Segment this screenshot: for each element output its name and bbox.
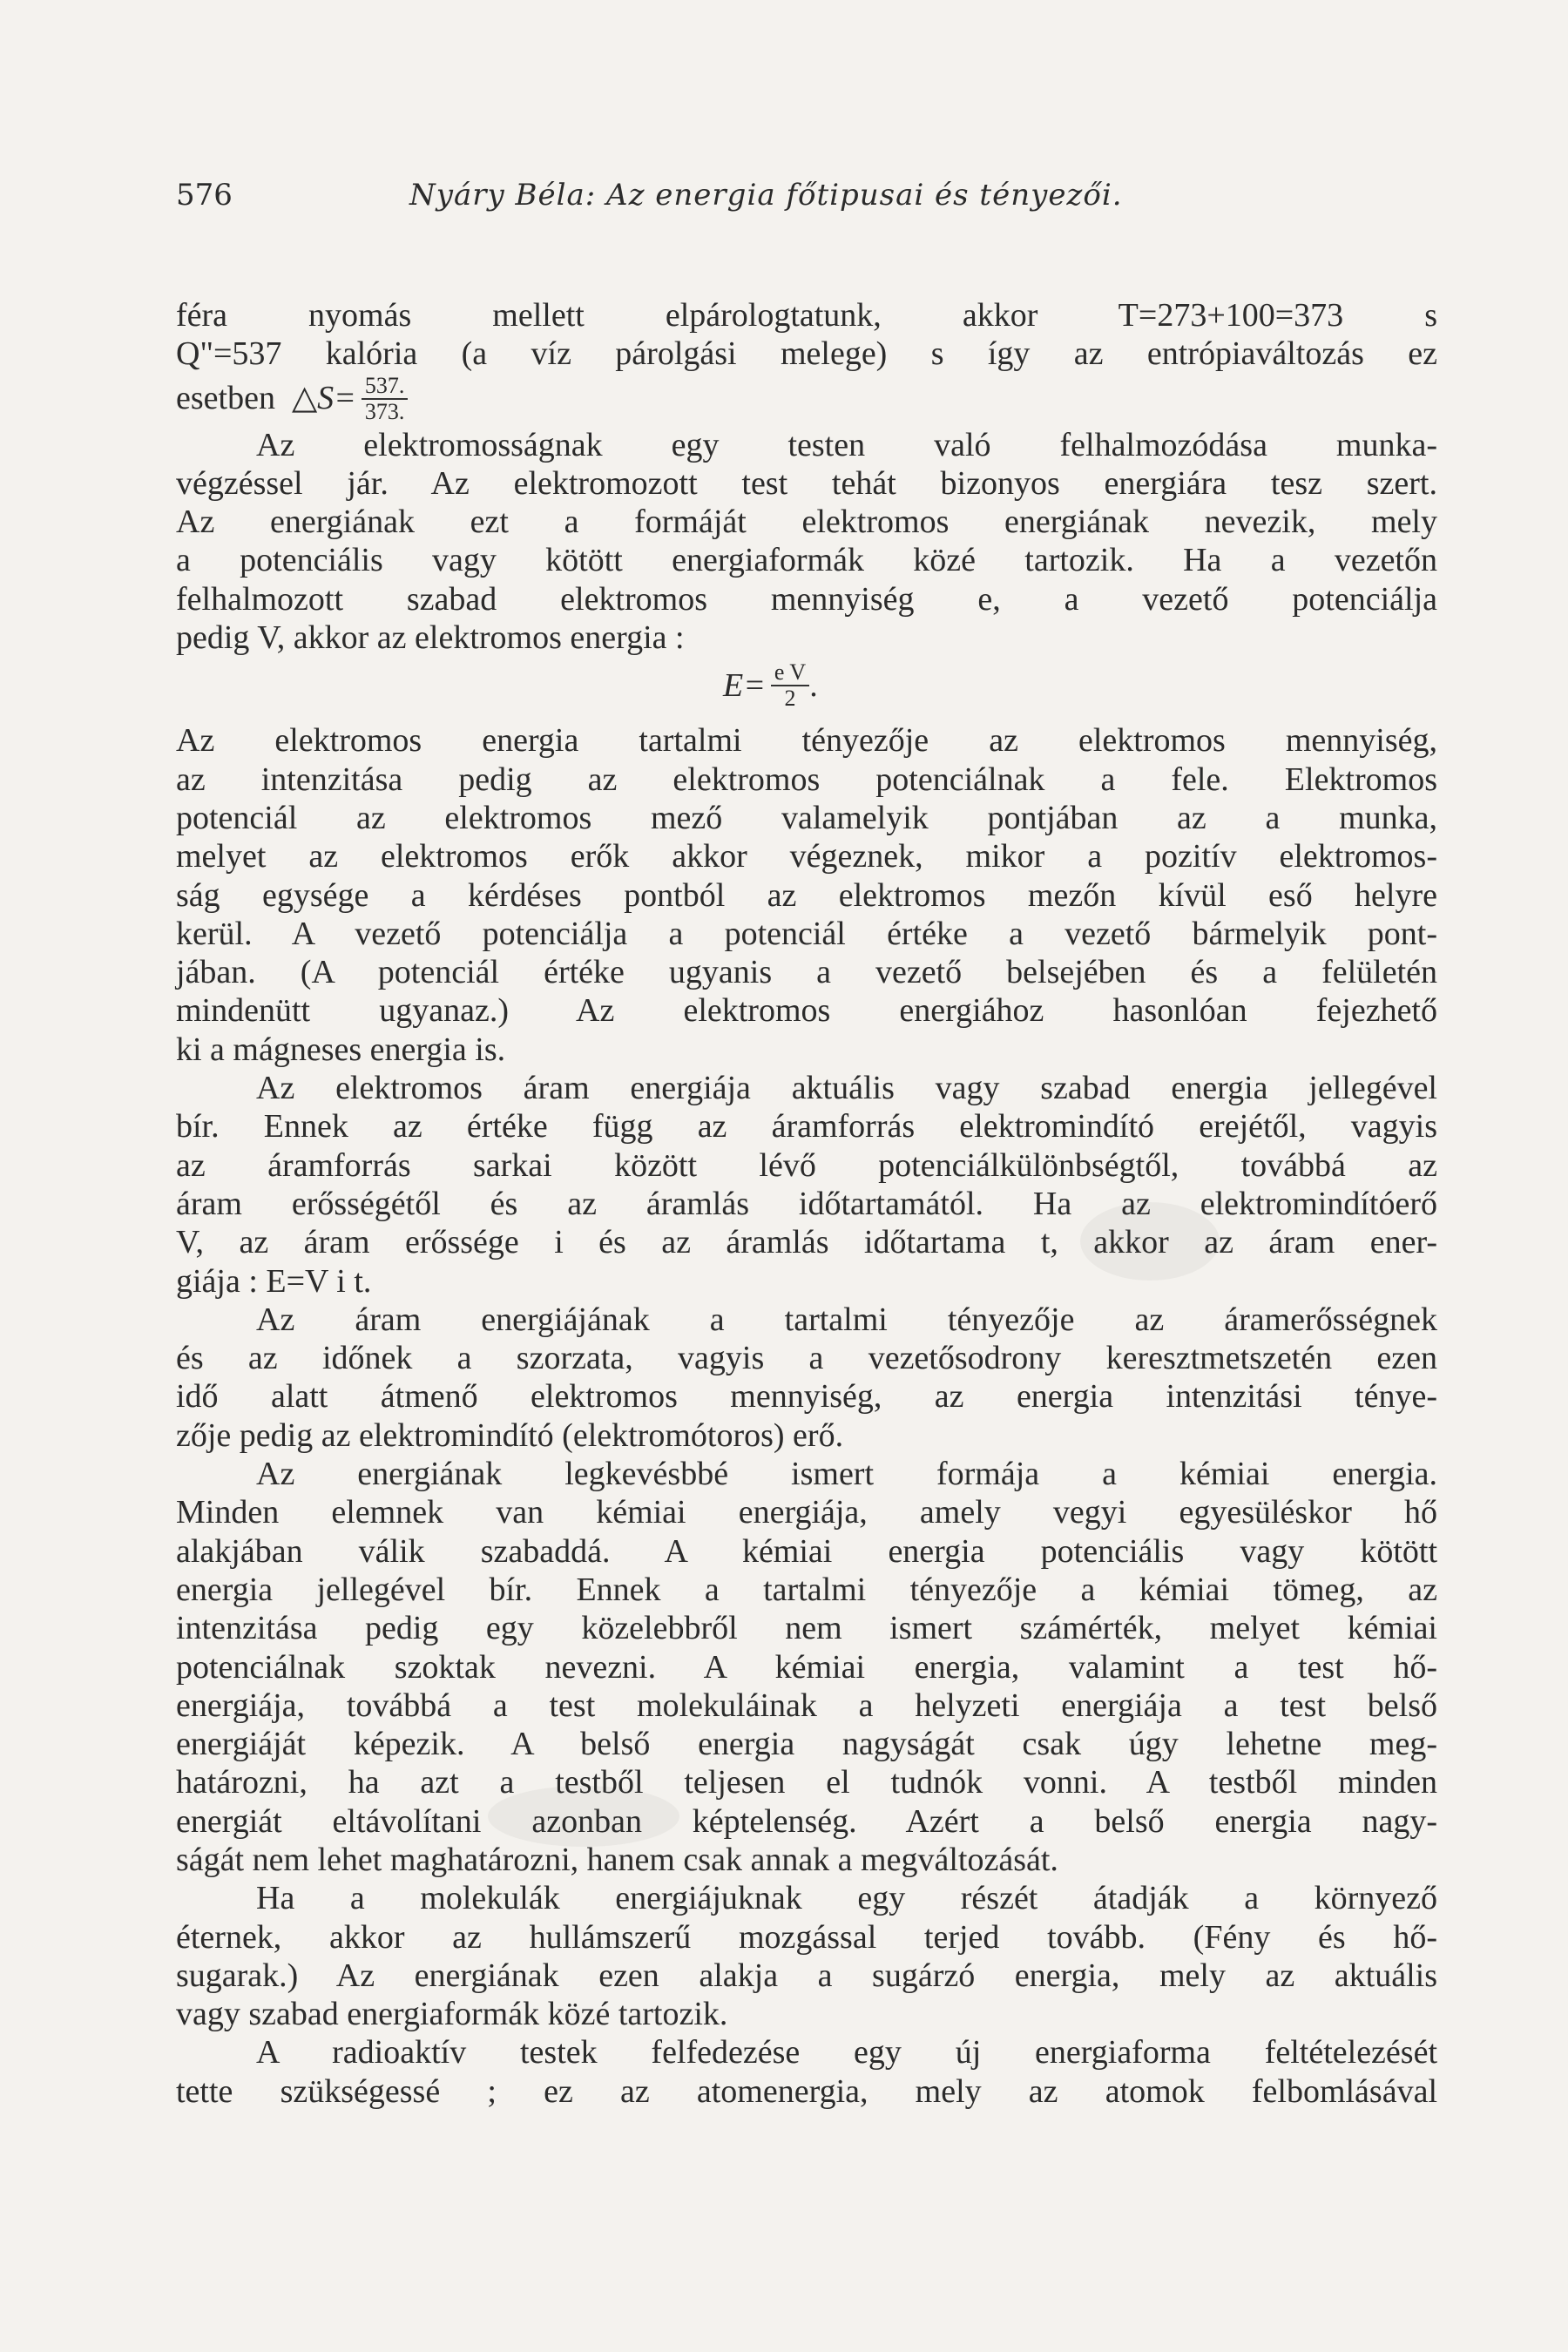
text-line: zője pedig az elektromindító (elektromótoros) erő.: [176, 1416, 844, 1454]
text-line: éternek, akkor az hullámszerű mozgással terjed tovább. (Fény és hő-: [176, 1918, 1437, 1956]
energy-formula: [723, 660, 818, 711]
formula-suffix: .: [809, 667, 818, 705]
running-title: Nyáry Béla: Az energia főtipusai és tényezői.: [409, 178, 1123, 213]
text-line: tette szükségessé ; ez az atomenergia, mely az atomok felbomlásával: [176, 2072, 1437, 2110]
text-line: Az energiának ezt a formáját elektromos energiának nevezik, mely: [176, 504, 1437, 541]
text-line: áram erősségétől és az áramlás időtartamától. Ha az elektromindítóerő: [176, 1185, 1437, 1222]
text-line: Az áram energiájának a tartalmi tényezője az áramerősségnek: [256, 1301, 1437, 1338]
text-line: Q"=537 kalória (a víz párolgási melege) s így az entrópiaváltozás ez: [176, 335, 1437, 373]
text-line: Az elektromosságnak egy testen való felhalmozódása munka-: [256, 426, 1437, 463]
text-line: energiája, továbbá a test molekuláinak a helyzeti energiája a test belső: [176, 1686, 1437, 1724]
text-line: alakjában válik szabaddá. A kémiai energia potenciális vagy kötött: [176, 1532, 1437, 1570]
fraction-denominator: 2: [784, 686, 796, 712]
fraction-numerator: e V: [771, 660, 809, 686]
formula-line-energy: [176, 657, 1437, 721]
fraction: [362, 374, 409, 424]
text-line: az intenzitása pedig az elektromos potenciálnak a fele. Elektromos: [176, 760, 1437, 798]
formula-line-entropy: [176, 374, 1437, 426]
body-text: [176, 296, 1437, 2111]
text-line: kerül. A vezető potenciálja a potenciál értéke a vezető bármelyik pont-: [176, 915, 1437, 952]
text-line: potenciál az elektromos mező valamelyik pontjában az a munka,: [176, 799, 1437, 836]
formula-lhs: △S=: [291, 380, 356, 417]
text-line: Az energiának legkevésbbé ismert formája a kémiai energia.: [256, 1456, 1437, 1493]
text-line: sugarak.) Az energiának ezen alakja a sugárzó energia, mely az aktuális: [176, 1957, 1437, 1994]
text-line: vagy szabad energiaformák közé tartozik.: [176, 1996, 728, 2033]
text-line: energiát eltávolítani azonban képtelenség. Azért a belső energia nagy-: [176, 1802, 1437, 1840]
text-line: energiáját képezik. A belső energia nagyságát csak úgy lehetne meg-: [176, 1726, 1437, 1763]
text-line: giája : E=V i t.: [176, 1262, 372, 1300]
fraction-numerator: 537.: [362, 374, 409, 400]
formula-prefix: esetben: [176, 380, 275, 417]
text-line: felhalmozott szabad elektromos mennyiség e, a vezető potenciálja: [176, 580, 1437, 618]
text-line: végzéssel jár. Az elektromozott test tehát bizonyos energiára tesz szert.: [176, 464, 1437, 502]
text-line: és az időnek a szorzata, vagyis a vezetősodrony keresztmetszetén ezen: [176, 1340, 1437, 1377]
text-line: az áramforrás sarkai között lévő potenciálkülönbségtől, továbbá az: [176, 1146, 1437, 1184]
fraction: [771, 660, 809, 711]
text-line: A radioaktív testek felfedezése egy új energiaforma feltételezését: [256, 2034, 1437, 2072]
formula-lhs: E=: [723, 667, 766, 705]
text-line: idő alatt átmenő elektromos mennyiség, az energia intenzitási ténye-: [176, 1378, 1437, 1416]
fraction-denominator: 373.: [364, 398, 405, 424]
entropy-formula: [176, 374, 408, 424]
text-line: bír. Ennek az értéke függ az áramforrás elektromindító erejétől, vagyis: [176, 1108, 1437, 1146]
text-line: Az elektromos áram energiája aktuális vagy szabad energia jellegével: [256, 1070, 1437, 1107]
text-line: pedig V, akkor az elektromos energia :: [176, 619, 685, 657]
text-line: ki a mágneses energia is.: [176, 1031, 506, 1068]
text-line: Minden elemnek van kémiai energiája, amely vegyi egyesüléskor hő: [176, 1494, 1437, 1531]
text-line: a potenciális vagy kötött energiaformák közé tartozik. Ha a vezetőn: [176, 542, 1437, 579]
text-line: melyet az elektromos erők akkor végeznek, mikor a pozitív elektromos-: [176, 838, 1437, 875]
text-line: ságát nem lehet maghatározni, hanem csak annak a megváltozását.: [176, 1841, 1058, 1878]
text-line: féra nyomás mellett elpárologtatunk, akkor T=273+100=373 s: [176, 297, 1437, 334]
text-line: energia jellegével bír. Ennek a tartalmi tényezője a kémiai tömeg, az: [176, 1571, 1437, 1608]
text-line: jában. (A potenciál értéke ugyanis a vezető belsejében és a felületén: [176, 954, 1437, 991]
text-line: potenciálnak szoktak nevezni. A kémiai energia, valamint a test hő-: [176, 1648, 1437, 1686]
text-line: Ha a molekulák energiájuknak egy részét átadják a környező: [256, 1880, 1437, 1917]
text-line: intenzitása pedig egy közelebbről nem ismert számérték, melyet kémiai: [176, 1610, 1437, 1647]
text-line: mindenütt ugyanaz.) Az elektromos energiához hasonlóan fejezhető: [176, 992, 1437, 1030]
text-line: ság egysége a kérdéses pontból az elektromos mezőn kívül eső helyre: [176, 876, 1437, 914]
text-line: határozni, ha azt a testből teljesen el tudnók vonni. A testből minden: [176, 1764, 1437, 1801]
text-line: Az elektromos energia tartalmi tényezője az elektromos mennyiség,: [176, 722, 1437, 760]
page-number: 576: [176, 178, 233, 213]
text-line: V, az áram erőssége i és az áramlás időtartama t, akkor az áram ener-: [176, 1224, 1437, 1261]
